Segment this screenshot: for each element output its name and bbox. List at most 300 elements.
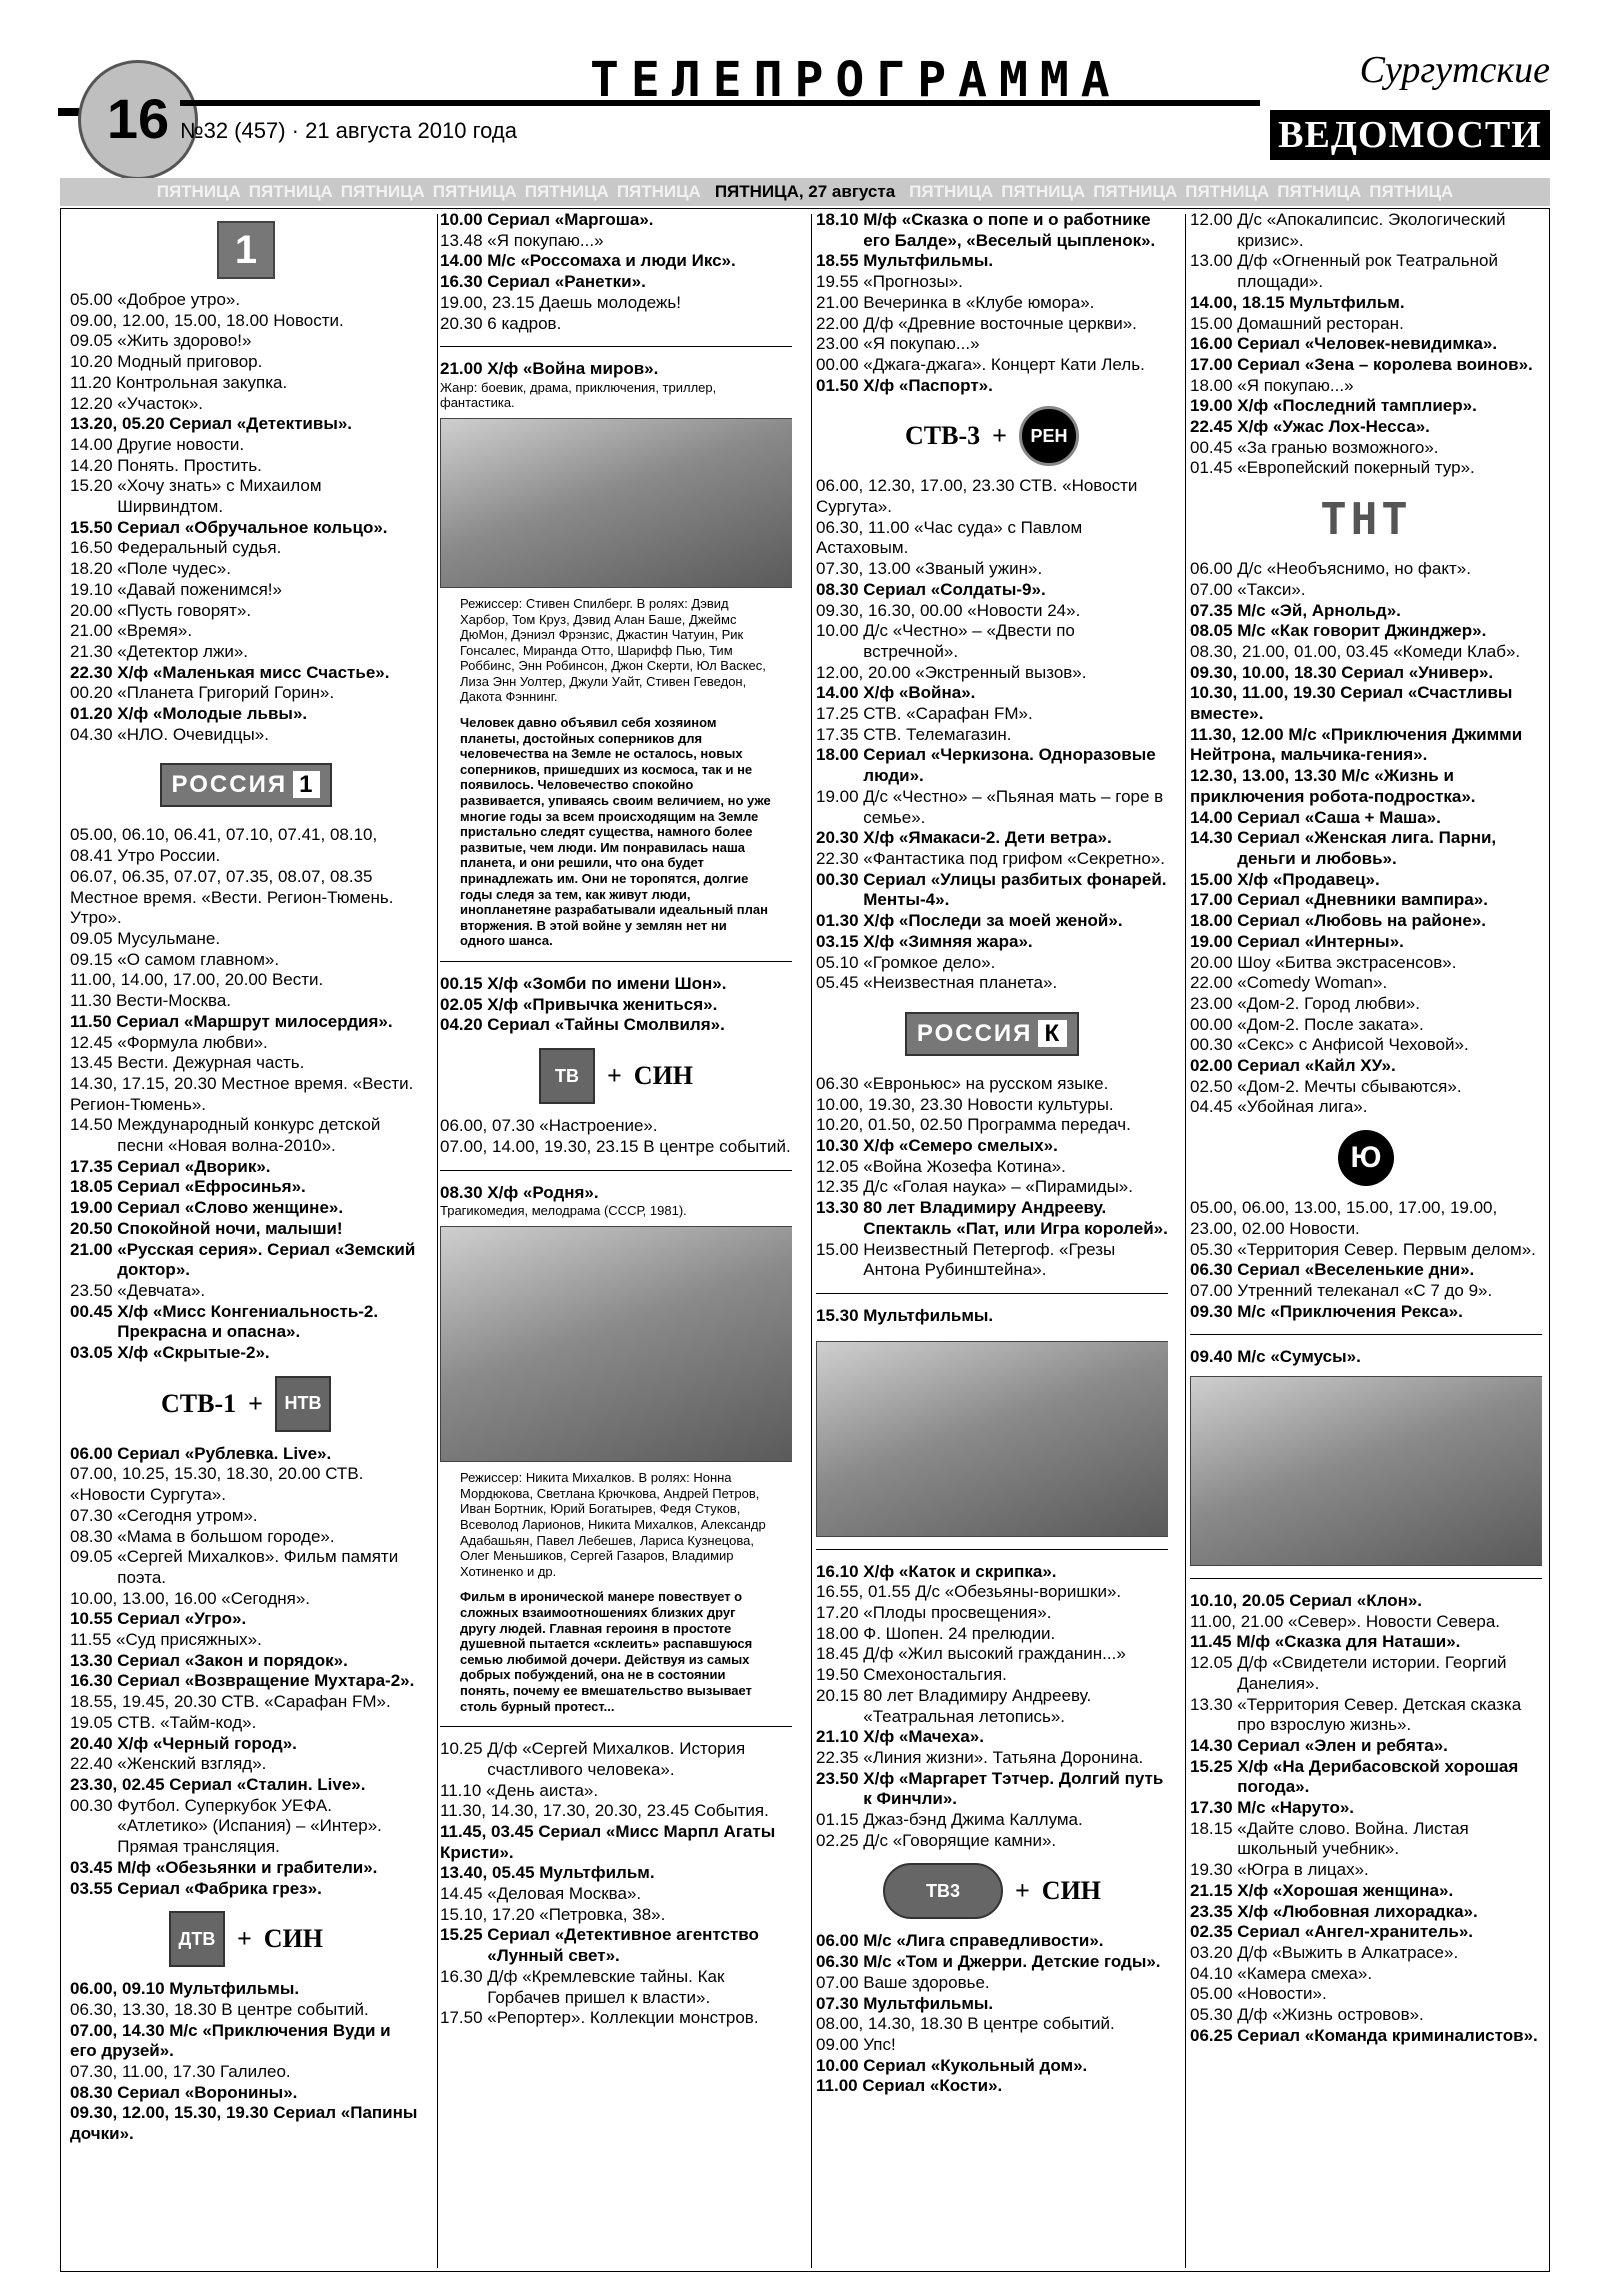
programme-time: 11.50 [70,1011,117,1031]
programme-title: Вести. Дежурная часть. [117,1053,305,1073]
programme-title: Х/ф «Последи за моей женой». [863,911,1123,931]
programme-title: «Хочу знать» с Михаилом Ширвиндтом. [117,476,322,517]
programme-time: 07.00 [816,1972,864,1992]
programme-title: Сериал «Угро». [117,1609,247,1629]
schedule-tnt [1190,559,1542,1118]
programme-item [70,1219,422,1240]
programme-item [70,580,422,601]
programme-item [816,1177,1168,1198]
programme-item [1190,417,1542,438]
programme-item [440,1015,792,1036]
programme-title: Сериал «Кости». [862,2076,1003,2096]
channel-logo-dtv-sin: ДТВ + СИН [70,1907,422,1971]
programme-time: 00.45 [70,1301,118,1321]
programme-title: «Прогнозы». [863,272,963,292]
page-header [60,38,1550,168]
programme-item [70,476,422,517]
programme-title: «Деловая Москва». [487,1884,642,1904]
schedule-tvc-cont [440,1739,792,2029]
section-title: ТЕЛЕПРОГРАММА [590,52,1122,108]
programme-item [1190,828,1542,869]
day-band-repeat: ПЯТНИЦА [1369,182,1454,201]
programme-title: М/ф «Обезьянки и грабители». [117,1857,378,1877]
programme-time: 06.00 [1190,559,1238,579]
programme-time: 18.00 [1190,375,1238,395]
programme-title: Сериал «Тайны Смолвиля». [487,1015,725,1035]
programme-item [70,435,422,456]
programme-time: 08.30 [816,579,864,599]
programme-time: 09.05 [70,331,118,351]
programme-item [70,1754,422,1775]
programme-item [1190,973,1542,994]
programme-time: 14.00 [816,683,864,703]
column-1 [70,210,422,2272]
programme-item [1190,890,1542,911]
day-band-repeat: ПЯТНИЦА [1093,182,1178,201]
programme-title: Х/ф «Молодые львы». [117,704,308,724]
programme-item [816,2056,1168,2077]
programme-item [1190,2005,1542,2026]
programme-time: 08.05 [1190,621,1238,641]
programme-title: Сериал «Саша + Маша». [1237,807,1441,827]
programme-time: 13.30 [70,1650,118,1670]
programme-item [816,973,1168,994]
programme-item [70,2083,422,2104]
programme-item [1190,396,1542,417]
programme-time: 16.00 [1190,334,1238,354]
cartoon-picture-sumusy [1190,1376,1542,1566]
programme-item [816,1994,1168,2015]
schedule-tv3 [816,1931,1168,2097]
programme-time: 13.00 [1190,251,1238,271]
programme-title: «Территория Север. Первым делом». [1237,1239,1536,1259]
programme-time: 17.00 [1190,354,1238,374]
programme-item [816,1686,1168,1727]
programme-item [816,1973,1168,1994]
programme-title: «День аиста». [486,1780,599,1800]
programme-item [1190,1056,1542,1077]
programme-title: Мультфильмы. [863,1993,994,2013]
programme-item [70,538,422,559]
programme-title: Х/ф «Любовная лихорадка». [1237,1901,1478,1921]
tnt-logo-icon: ТНТ [1320,493,1412,545]
programme-item [1190,1943,1542,1964]
programme-time: 01.30 [816,911,864,931]
programme-title: Д/с «Честно» – «Двести по встречной». [863,621,1075,661]
programme-title: Сериал «Кукольный дом». [863,2055,1088,2075]
schedule-ren [816,476,1168,994]
programme-title: Ваше здоровье. [863,1972,990,1992]
programme-item [70,991,422,1012]
programme-title: Д/ф «Огненный рок Театральной площади». [1237,251,1498,292]
programme-item [816,787,1168,828]
programme-item [70,1012,422,1033]
programme-item: 07.30, 13.00 «Званый ужин». [816,559,1043,579]
programme-item [816,911,1168,932]
programme-time: 20.00 [1190,952,1238,972]
programme-item: 06.00, 12.30, 17.00, 23.30 СТВ. «Новости Сургута». [816,476,1138,517]
programme-time: 21.00 [70,1239,118,1259]
programme-item [1190,210,1542,251]
programme-time: 03.45 [70,1857,118,1877]
programme-item [1190,1902,1542,1923]
programme-item: 16.55, 01.55 Д/с «Обезьяны-воришки». [816,1582,1122,1602]
programme-title: М/с «Как говорит Джинджер». [1237,621,1487,641]
programme-time: 14.00 [70,434,118,454]
programme-time: 06.30 [816,1952,864,1972]
programme-item [440,231,792,252]
programme-time: 10.00 [816,2055,864,2075]
programme-item [816,704,1168,725]
day-band-repeat: ПЯТНИЦА [156,182,241,201]
programme-item: 06.07, 06.35, 07.07, 07.35, 08.07, 08.35 Местное время. «Вести. Регион-Тюмень. Утро». [70,866,394,928]
programme-time: 15.00 [1190,869,1238,889]
programme-item [816,953,1168,974]
programme-title: «Женский взгляд». [117,1754,267,1774]
programme-item [1190,1281,1542,1302]
programme-time: 14.30 [1190,1735,1238,1755]
programme-time: 11.55 [70,1630,117,1650]
programme-time: 20.00 [70,600,118,620]
programme-title: М/с «Наруто». [1237,1798,1354,1818]
programme-item [1190,808,1542,829]
programme-item: 11.30, 14.30, 17.30, 20.30, 23.45 События. [440,1801,769,1821]
programme-time: 10.55 [70,1609,118,1629]
programme-item [70,601,422,622]
programme-item [1190,1736,1542,1757]
programme-title: Сериал «Воронины». [117,2082,298,2102]
programme-item [70,1343,422,1364]
programme-item [816,1074,1168,1095]
programme-item: 19.00, 23.15 Даешь молодежь! [440,292,681,312]
programme-time: 10.00 [440,210,488,229]
programme-item [70,456,422,477]
programme-time: 14.45 [440,1884,488,1904]
programme-time: 16.30 [440,272,488,292]
programme-title: «Пусть говорят». [117,600,252,620]
programme-title: Утренний телеканал «С 7 до 9». [1237,1280,1493,1300]
programme-item: 06.00, 07.30 «Настроение». [440,1116,658,1136]
programme-item [1190,1632,1542,1653]
programme-title: Джаз-бэнд Джима Каллума. [863,1810,1083,1830]
channel-logo-rossiya-k [816,1002,1168,1066]
film-annotation: Человек давно объявил себя хозяином планеты, достойных соперников для человечества на Земле не осталось, новых соперников, пришедших из космоса, так и не появилось. Человечество спокойно развивается, упиваясь своим величием, но уже многие годы за всем происходящим на Земле пристально следят существа, намного более развитые, чем люди. Им понравилась наша планета, и они решили, что она будет принадлежать им. Они не торопятся, долгие годы следя за тем, как живут люди, инопланетяне разрабатывали идеальный план вторжения. В этой войне у землян нет ни одного шанса. [460,715,771,949]
programme-time: 05.00 [1190,1984,1238,2004]
programme-time: 07.30 [70,1505,118,1525]
programme-item [1190,2026,1542,2047]
programme-item [1190,994,1542,1015]
programme-title: Х/ф «Мачеха». [863,1727,984,1747]
channel-logo-yu [1190,1126,1542,1190]
programme-item [816,1769,1168,1810]
programme-time: 03.55 [70,1878,118,1898]
programme-time: 18.15 [1190,1818,1238,1838]
programme-time: 17.20 [816,1603,864,1623]
programme-item [440,1781,792,1802]
programme-item [70,373,422,394]
programme-item [816,2035,1168,2056]
ntv-logo-icon: НТВ [275,1376,331,1432]
programme-item [70,1671,422,1692]
programme-title: «О самом главном». [117,949,280,969]
programme-title: «Такси». [1237,579,1306,599]
programme-item: 11.45, 03.45 Сериал «Мисс Марпл Агаты Кристи». [440,1821,776,1862]
programme-time: 22.00 [1190,973,1238,993]
programme-title: «Формула любви». [117,1032,268,1052]
programme-time: 23.50 [70,1280,118,1300]
programme-title: «Репортер». Коллекции монстров. [487,2008,759,2028]
programme-time: 05.45 [816,973,864,993]
programme-time: 07.35 [1190,600,1238,620]
programme-time: 19.30 [1190,1860,1238,1880]
programme-title: 6 кадров. [487,313,562,333]
programme-item [1190,355,1542,376]
programme-title: СТВ. Телемагазин. [863,724,1012,744]
programme-time: 07.30 [816,1993,864,2013]
programme-item [70,1281,422,1302]
programme-title: Сериал «Закон и порядок». [117,1650,348,1670]
programme-item: 10.30, 11.00, 19.30 Сериал «Счастливы вместе». [1190,683,1513,724]
programme-title: Мультфильмы. [863,251,994,271]
film-block-rodnya [440,1183,792,1715]
programme-time: 20.15 [816,1685,864,1705]
film-title: 08.30 Х/ф «Родня». [440,1182,599,1202]
programme-item [70,1858,422,1879]
programme-item [1190,1695,1542,1736]
programme-item [440,1967,792,2008]
programme-title: Сериал «Слово женщине». [117,1198,344,1218]
day-band-repeat: ПЯТНИЦА [1277,182,1362,201]
film-photo-rodnya [440,1226,792,1462]
programme-item [70,1506,422,1527]
cartoon-picture [816,1341,1168,1537]
film-genre: Трагикомедия, мелодрама (СССР, 1981). [440,1203,687,1219]
schedule-ntv [70,1444,422,1899]
programme-time: 21.10 [816,1727,864,1747]
programme-item [1190,1240,1542,1261]
programme-time: 19.00 [70,1198,118,1218]
programme-time: 16.10 [816,1561,864,1581]
programme-time: 11.10 [440,1780,487,1800]
schedule-sts-night [440,974,792,1036]
programme-title: Х/ф «Ямакаси-2. Дети ветра». [863,828,1112,848]
programme-item [70,704,422,725]
programme-title: Д/с «Говорящие камни». [863,1830,1057,1850]
programme-item: 07.00, 14.00, 19.30, 23.15 В центре событий. [440,1136,791,1156]
programme-title: Х/ф «Мисс Конгениальность-2. Прекрасна и опасна». [117,1301,379,1342]
programme-title: «Джага-джага». Концерт Кати Лель. [863,354,1145,374]
schedule-yugra [1190,1198,1542,1322]
programme-time: 14.30 [1190,828,1238,848]
programme-time: 00.30 [70,1795,118,1815]
programme-title: Х/ф «Привычка жениться». [487,994,718,1014]
programme-title: «Участок». [117,393,203,413]
programme-title: Федеральный судья. [117,538,282,558]
programme-title: Х/ф «Продавец». [1237,869,1380,889]
programme-title: Х/ф «Скрытые-2». [117,1343,270,1363]
programme-item: 05.00, 06.00, 13.00, 15.00, 17.00, 19.00, 23.00, 02.00 Новости. [1190,1198,1498,1238]
programme-time: 10.30 [816,1136,864,1156]
programme-item [1190,580,1542,601]
programme-item [1190,1819,1542,1860]
programme-item [70,1796,422,1858]
column-divider [437,214,438,2268]
programme-title: Упс! [863,2035,896,2054]
programme-item: 11.00, 21.00 «Север». Новости Севера. [1190,1611,1501,1631]
programme-time: 02.25 [816,1830,864,1850]
programme-item [70,1053,422,1074]
programme-title: Сериал «Маршрут милосердия». [116,1011,393,1031]
programme-title: «Дом-2. После заката». [1237,1014,1424,1034]
programme-title: «НЛО. Очевидцы». [117,724,269,744]
programme-item [440,2008,792,2029]
rossiya-logo-icon: РОССИЯ 1 [160,763,333,807]
programme-time: 05.00 [70,290,118,309]
programme-title: Сериал «Дворик». [117,1156,271,1176]
programme-item [70,929,422,950]
programme-item [816,1603,1168,1624]
programme-item [1190,601,1542,622]
channel-logo-tvc-sin: ТВ + СИН [440,1044,792,1108]
programme-time: 21.00 [816,292,864,312]
programme-time: 08.30 [70,2082,118,2102]
programme-item [1190,438,1542,459]
programme-time: 00.00 [1190,1014,1238,1034]
schedule-ren-pre [816,210,1168,396]
film-annotation: Фильм в иронической манере повествует о сложных взаимоотношениях близких друг другу людей. Главная героиня в простоте душевной пытается «склеить» распавшуюся семью любимой дочери. Действуя из самых добрых побуждений, она не в состоянии понять, почему ее вмешательство вызывает столь бурный протест... [460,1589,753,1714]
programme-title: Сериал «Зена – королева воинов». [1237,354,1533,374]
programme-time: 03.05 [70,1343,118,1363]
programme-item: 12.00, 20.00 «Экстренный вызов». [816,662,1087,682]
programme-time: 06.00 [816,1931,864,1951]
programme-item [816,334,1168,355]
programme-item: 08.00, 14.30, 18.30 В центре событий. [816,2014,1115,2034]
programme-title: Х/ф «Война». [863,683,976,703]
programme-item [1190,1653,1542,1694]
programme-title: Сериал «Фабрика грез». [117,1878,322,1898]
programme-item [1190,1964,1542,1985]
programme-time: 22.40 [70,1754,118,1774]
programme-title: М/с «Россомаха и люди Икс». [487,251,736,271]
programme-item [1190,621,1542,642]
programme-item: 11.30, 12.00 М/с «Приключения Джимми Нейтрона, мальчика-гения». [1190,724,1523,765]
programme-title: Шоу «Битва экстрасенсов». [1237,952,1457,972]
channel-logo-tv3-sin: ТВ3 + СИН [816,1859,1168,1923]
programme-item [816,1665,1168,1686]
programme-item [440,995,792,1016]
programme-title: «Громкое дело». [863,952,996,972]
programme-time: 13.30 [816,1198,864,1218]
programme-item [1190,559,1542,580]
programme-title: Сериал «Веселенькие дни». [1237,1260,1475,1280]
programme-time: 02.50 [1190,1076,1238,1096]
programme-item [816,1831,1168,1852]
programme-item [70,352,422,373]
dtv-logo-icon: ДТВ [169,1911,225,1967]
programme-time: 23.50 [816,1768,864,1788]
programme-time: 17.25 [816,704,864,724]
programme-item [1190,251,1542,292]
programme-item: 18.55, 19.45, 20.30 СТВ. «Сарафан FM». [70,1692,391,1712]
programme-item [440,314,792,335]
programme-title: Мусульмане. [117,928,221,948]
programme-title: «Доброе утро». [117,290,241,309]
programme-time: 16.30 [440,1966,488,1986]
programme-time: 14.00 [1190,807,1238,827]
programme-title: Д/ф «Кремлевские тайны. Как Горбачев пришел к власти». [487,1966,725,2007]
programme-time: 09.30 [1190,1301,1238,1321]
programme-time: 19.55 [816,272,864,292]
programme-item [70,1609,422,1630]
programme-time: 15.20 [70,476,118,496]
programme-item [816,314,1168,335]
programme-time: 12.35 [816,1177,864,1197]
channel-logo-rossiya1 [70,753,422,817]
programme-item: 10.00, 19.30, 23.30 Новости культуры. [816,1094,1114,1114]
programme-item [816,1810,1168,1831]
programme-item [70,331,422,352]
programme-title: Сериал «Элен и ребята». [1237,1735,1448,1755]
programme-time: 21.30 [70,641,118,661]
programme-time: 06.00 [70,1443,118,1463]
programme-item [816,621,1168,662]
programme-item [816,293,1168,314]
programme-title: «Война Жозефа Котина». [863,1156,1066,1176]
programme-item [70,683,422,704]
programme-time: 01.45 [1190,458,1238,478]
programme-title: «Дайте слово. Война. Листая школьный учебник». [1237,1818,1469,1859]
programme-title: Ф. Шопен. 24 прелюдии. [863,1623,1056,1643]
cartoon-title: 09.40 М/с «Сумусы». [1190,1347,1361,1367]
programme-time: 20.30 [440,313,488,333]
programme-title: Спокойной ночи, малыши! [117,1218,343,1238]
programme-time: 06.25 [1190,2025,1238,2045]
programme-title: «Давай поженимся!» [117,579,282,599]
programme-time: 18.00 [1190,911,1238,931]
programme-title: «Comedy Woman». [1237,973,1388,993]
programme-title: «За гранью возможного». [1237,437,1439,457]
programme-time: 19.10 [70,579,118,599]
programme-title: Сериал «Черкизона. Одноразовые люди». [863,745,1156,786]
channel-logo-stv1-ntv: СТВ-1 + НТВ [70,1372,422,1436]
programme-time: 18.05 [70,1177,118,1197]
programme-time: 12.00 [1190,210,1238,229]
programme-title: Х/ф «Каток и скрипка». [863,1561,1057,1581]
programme-title: «Неизвестная планета». [863,973,1058,993]
programme-item: 06.00, 09.10 Мультфильмы. [70,1979,300,1999]
programme-title: М/с «Том и Джерри. Детские годы». [863,1952,1161,1972]
programme-item [440,1739,792,1780]
programme-title: Понять. Простить. [117,455,262,475]
programme-time: 15.25 [1190,1756,1238,1776]
programme-title: Сериал «Дневники вампира». [1237,890,1488,910]
programme-title: М/с «Эй, Арнольд». [1237,600,1401,620]
programme-item [1190,1881,1542,1902]
programme-time: 07.00 [1190,579,1238,599]
schedule-dtv [70,1979,422,2145]
programme-item [70,1444,422,1465]
programme-title: «Камера смеха». [1237,1963,1373,1983]
programme-time: 00.30 [816,869,864,889]
programme-title: Международный конкурс детской песни «Новая волна-2010». [117,1115,381,1156]
programme-item [70,1157,422,1178]
programme-title: Х/ф «Зомби по имени Шон». [487,973,727,993]
programme-title: «Югра в лицах». [1237,1860,1369,1880]
programme-item [70,1240,422,1281]
ren-logo-icon: РЕН [1019,406,1079,466]
programme-item [70,1547,422,1588]
programme-item [70,950,422,971]
